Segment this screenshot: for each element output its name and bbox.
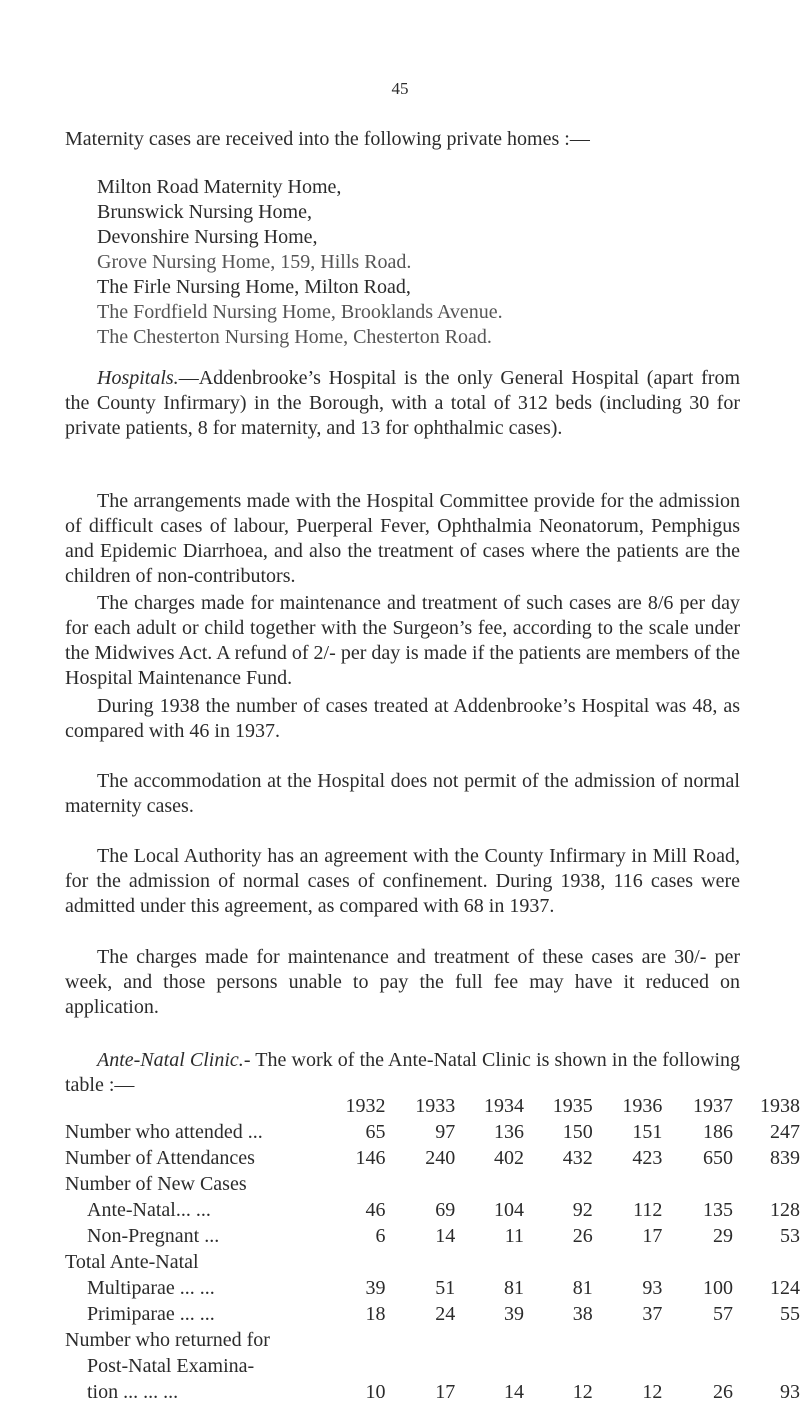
table-cell: 247 <box>770 1121 800 1143</box>
table-cell: 93 <box>642 1277 663 1299</box>
home-item: Devonshire Nursing Home, <box>97 226 318 248</box>
table-cell: 124 <box>770 1277 800 1299</box>
table-cell: 12 <box>642 1381 663 1403</box>
table-cell: 53 <box>780 1225 800 1247</box>
table-cell <box>386 1171 456 1197</box>
table-cell <box>733 1353 800 1379</box>
table-cell: 39 <box>365 1277 386 1299</box>
table-cell: 55 <box>780 1303 800 1325</box>
home-item: The Fordfield Nursing Home, Brooklands Avenue. <box>97 301 503 323</box>
home-item: The Firle Nursing Home, Milton Road, <box>97 276 411 298</box>
row-label: Post-Natal Examina- <box>87 1355 255 1377</box>
table-cell: 650 <box>702 1147 733 1169</box>
table-row <box>65 1171 800 1197</box>
table-cell <box>593 1353 663 1379</box>
table-cell: 112 <box>633 1199 663 1221</box>
hospitals-paragraph <box>65 366 740 441</box>
home-item: Brunswick Nursing Home, <box>97 201 312 223</box>
year-header: 1938 <box>760 1095 800 1117</box>
table-row <box>65 1119 800 1145</box>
table-cell: 26 <box>572 1225 593 1247</box>
table-cell: 51 <box>435 1277 456 1299</box>
table-cell <box>330 1353 385 1379</box>
table-header-row <box>65 1093 800 1119</box>
cases-treated-paragraph: During 1938 the number of cases treated at Addenbrooke’s Hospital was 48, as compared with 46 in 1937. <box>65 695 740 742</box>
table-cell: 135 <box>702 1199 733 1221</box>
local-authority-paragraph: The Local Authority has an agreement with the County Infirmary in Mill Road, for the admission of normal cases of confinement. During 1938, 116 cases were admitted under this agreement, as compared with 68 in 1937. <box>65 845 740 917</box>
table-cell: 402 <box>493 1147 524 1169</box>
table-cell: 14 <box>503 1381 524 1403</box>
table-cell <box>330 1249 385 1275</box>
table-cell: 81 <box>503 1277 524 1299</box>
private-homes-list <box>97 175 503 350</box>
table-cell: 37 <box>642 1303 663 1325</box>
table-cell: 423 <box>632 1147 663 1169</box>
row-label: Multiparae ... ... <box>87 1277 215 1299</box>
table-cell: 104 <box>493 1199 524 1221</box>
table-cell: 92 <box>572 1199 593 1221</box>
home-item: The Chesterton Nursing Home, Chesterton Road. <box>97 326 492 348</box>
table-cell: 151 <box>632 1121 663 1143</box>
table-cell: 136 <box>493 1121 524 1143</box>
hospitals-text: —Addenbrooke’s Hospital is the only General Hospital (apart from the County Infirmary) in the Borough, with a total of 312 beds (including 30 for private patients, 8 for maternity, and 13 for ophthalmic cases). <box>65 367 740 439</box>
table-cell <box>662 1249 733 1275</box>
table-row <box>65 1145 800 1171</box>
row-label: Number who attended ... <box>65 1121 263 1143</box>
table-cell <box>455 1327 524 1353</box>
table-cell <box>330 1171 385 1197</box>
table-cell: 57 <box>712 1303 733 1325</box>
table-cell: 150 <box>562 1121 593 1143</box>
row-label: Non-Pregnant ... <box>87 1225 220 1247</box>
table-cell: 69 <box>435 1199 456 1221</box>
table-cell <box>524 1171 593 1197</box>
table-cell: 46 <box>365 1199 386 1221</box>
year-header: 1935 <box>552 1095 593 1117</box>
table-cell: 81 <box>572 1277 593 1299</box>
table-cell <box>733 1249 800 1275</box>
year-header: 1936 <box>622 1095 663 1117</box>
row-label: Number of New Cases <box>65 1173 247 1195</box>
home-item: Milton Road Maternity Home, <box>97 176 342 198</box>
year-header: 1937 <box>692 1095 733 1117</box>
year-header: 1932 <box>345 1095 386 1117</box>
intro-paragraph: Maternity cases are received into the following private homes :— <box>65 128 590 150</box>
table-row <box>65 1379 800 1405</box>
table-cell: 432 <box>562 1147 593 1169</box>
table-cell: 186 <box>702 1121 733 1143</box>
maintenance-charges-paragraph: The charges made for maintenance and treatment of these cases are 30/- per week, and those persons unable to pay the full fee may have it reduced on application. <box>65 946 740 1018</box>
table-cell: 26 <box>712 1381 733 1403</box>
table-cell: 11 <box>504 1225 524 1247</box>
table-cell: 65 <box>365 1121 386 1143</box>
table-cell: 146 <box>355 1147 386 1169</box>
table-cell: 128 <box>770 1199 800 1221</box>
table-row <box>65 1301 800 1327</box>
table-cell: 240 <box>425 1147 456 1169</box>
table-cell: 18 <box>365 1303 386 1325</box>
antenatal-paragraph <box>65 1048 740 1098</box>
table-cell: 10 <box>365 1381 386 1403</box>
table-cell: 14 <box>435 1225 456 1247</box>
table-cell <box>662 1171 733 1197</box>
table-cell <box>386 1249 456 1275</box>
table-row <box>65 1197 800 1223</box>
row-label: Total Ante-Natal <box>65 1251 199 1273</box>
table-cell: 29 <box>712 1225 733 1247</box>
table-cell <box>455 1249 524 1275</box>
antenatal-heading: Ante-Natal Clinic. <box>97 1049 244 1071</box>
table-row <box>65 1249 800 1275</box>
table-cell <box>733 1171 800 1197</box>
accommodation-paragraph: The accommodation at the Hospital does not permit of the admission of normal maternity cases. <box>65 770 740 817</box>
page-number: 45 <box>391 79 409 98</box>
table-cell <box>524 1353 593 1379</box>
hospitals-heading: Hospitals. <box>97 367 179 389</box>
table-cell <box>593 1171 663 1197</box>
table-cell: 38 <box>572 1303 593 1325</box>
table-cell: 93 <box>780 1381 800 1403</box>
year-header: 1934 <box>483 1095 524 1117</box>
table-cell <box>386 1327 456 1353</box>
table-cell <box>330 1327 385 1353</box>
table-cell <box>662 1353 733 1379</box>
table-cell: 39 <box>503 1303 524 1325</box>
charges-paragraph: The charges made for maintenance and treatment of such cases are 8/6 per day for each adult or child together with the Surgeon’s fee, according to the scale under the Midwives Act. A refund of 2/- per day is made if the patients are members of the Hospital Maintenance Fund. <box>65 592 740 689</box>
table-cell <box>593 1249 663 1275</box>
table-cell: 12 <box>572 1381 593 1403</box>
home-item: Grove Nursing Home, 159, Hills Road. <box>97 251 412 273</box>
table-cell: 17 <box>435 1381 456 1403</box>
table-row <box>65 1327 800 1353</box>
row-label: Number of Attendances <box>65 1147 255 1169</box>
table-cell <box>593 1327 663 1353</box>
table-cell <box>733 1327 800 1353</box>
row-label: tion ... ... ... <box>87 1381 179 1403</box>
table-cell <box>524 1327 593 1353</box>
row-label: Primiparae ... ... <box>87 1303 215 1325</box>
antenatal-table <box>65 1093 800 1405</box>
table-cell <box>524 1249 593 1275</box>
antenatal-text: - The work of the Ante-Natal Clinic is shown in the following table :— <box>65 1049 740 1096</box>
arrangements-paragraph: The arrangements made with the Hospital Committee provide for the admission of difficult cases of labour, Puerperal Fever, Ophthalmia Neonatorum, Pemphigus and Epidemic Diarrhoea, and also the treatment of cases where the patients are the children of non-contributors. <box>65 490 740 587</box>
table-cell: 100 <box>702 1277 733 1299</box>
row-label: Ante-Natal... ... <box>87 1199 211 1221</box>
table-cell <box>455 1353 524 1379</box>
table-cell <box>662 1327 733 1353</box>
year-header: 1933 <box>415 1095 456 1117</box>
table-cell: 24 <box>435 1303 456 1325</box>
table-cell <box>386 1353 456 1379</box>
row-label: Number who returned for <box>65 1329 270 1351</box>
table-cell <box>455 1171 524 1197</box>
table-row <box>65 1223 800 1249</box>
table-cell: 839 <box>770 1147 800 1169</box>
table-row <box>65 1353 800 1379</box>
table-cell: 6 <box>375 1225 386 1247</box>
table-cell: 17 <box>642 1225 663 1247</box>
table-row <box>65 1275 800 1301</box>
table-cell: 97 <box>435 1121 456 1143</box>
